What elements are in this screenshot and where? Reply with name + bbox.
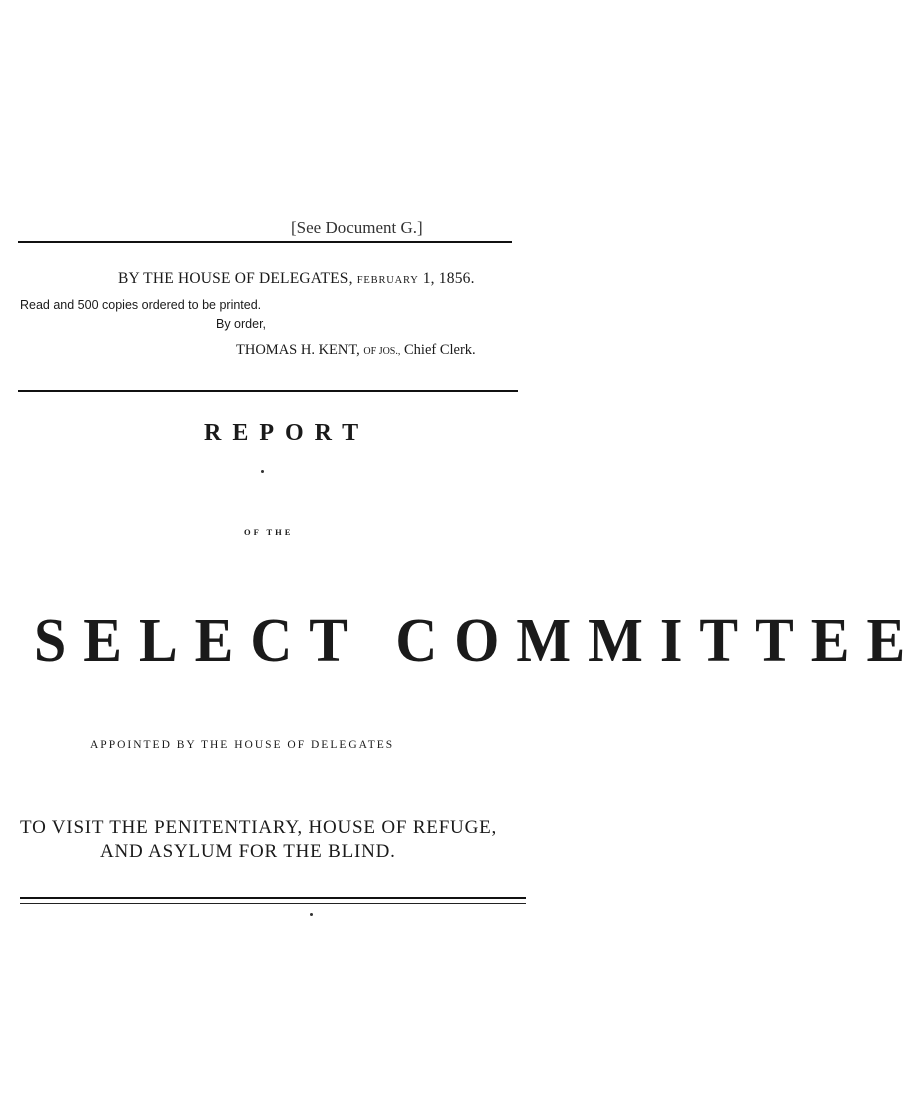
purpose-line-1: TO VISIT THE PENITENTIARY, HOUSE OF REFUGE, <box>20 817 498 838</box>
purpose-line-2: AND ASYLUM FOR THE BLIND. <box>100 841 396 862</box>
document-reference: [See Document G.] <box>291 218 423 237</box>
clerk-signature-line <box>236 342 476 359</box>
print-speck <box>310 913 313 916</box>
delegates-line-date: 1, 1856. <box>422 270 475 287</box>
committee-heading: SELECT COMMITTEE <box>34 605 922 676</box>
report-heading: REPORT <box>204 420 370 446</box>
delegates-line <box>118 270 475 288</box>
bottom-rule-thin <box>20 903 526 904</box>
print-speck <box>261 470 264 473</box>
top-rule <box>18 241 512 243</box>
printing-order-line: Read and 500 copies ordered to be printed. <box>20 298 262 312</box>
delegates-line-month: FEBRUARY <box>356 275 419 286</box>
appointed-line: APPOINTED BY THE HOUSE OF DELEGATES <box>90 739 395 751</box>
bottom-rule <box>20 897 526 899</box>
header-rule <box>18 390 518 392</box>
clerk-name: THOMAS H. KENT, <box>236 342 360 358</box>
clerk-title: Chief Clerk. <box>404 342 476 358</box>
of-the-line: OF THE <box>244 527 294 537</box>
clerk-of: OF JOS., <box>363 346 401 357</box>
by-order-line: By order, <box>216 317 267 331</box>
delegates-line-main: BY THE HOUSE OF DELEGATES, <box>118 270 353 287</box>
